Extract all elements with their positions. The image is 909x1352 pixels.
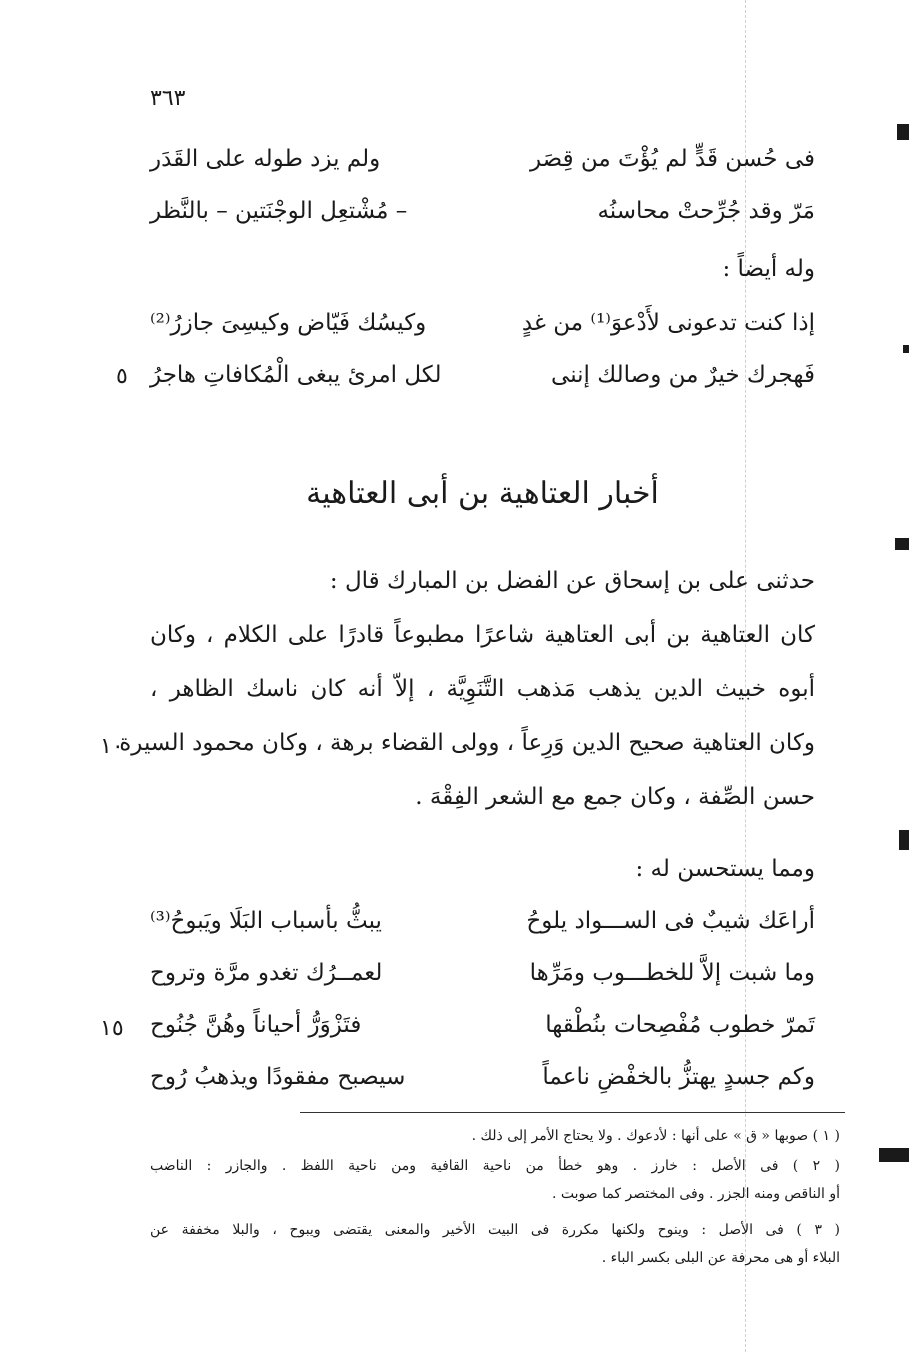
section-title: أخبار العتاهية بن أبى العتاهية <box>306 476 659 511</box>
scan-margin-mark <box>899 830 909 850</box>
verse-first-hemistich: مَرّ وقد جُرِّحتْ محاسنُه <box>597 198 815 224</box>
verse-line <box>150 198 815 244</box>
verse-first-hemistich: إذا كنت تدعونى لأَدْعوَ⁽¹⁾ من غدٍ <box>521 310 815 336</box>
scan-margin-mark <box>903 345 909 353</box>
prose-line: أبوه خبيث الدين يذهب مَذهب التَّنَوِيَّة ، إلاّ أنه كان ناسك الظاهر ، <box>150 676 815 702</box>
footnote-line: ( ١ ) صوبها « ق » على أنها : لأدعوك . ولا يحتاج الأمر إلى ذلك . <box>471 1128 840 1144</box>
footnote-divider <box>300 1112 845 1113</box>
footnote-line: أو الناقص ومنه الجزر . وفى المختصر كما صوبت . <box>551 1186 840 1202</box>
prose-line: حسن الصِّفة ، وكان جمع مع الشعر الفِقْهَ . <box>415 784 815 810</box>
scan-margin-mark <box>895 538 909 550</box>
verse-second-hemistich: فتَزْوَرُّ أحياناً وهُنَّ جُنُوح <box>150 1012 362 1038</box>
footnote-line: البلاء أو هى محرفة عن البلى بكسر الباء . <box>601 1250 840 1266</box>
verse-first-hemistich: أراعَك شيبٌ فى الســـواد يلوحُ <box>526 908 815 934</box>
line-number: ١٠ <box>100 734 124 759</box>
footnote-line: ( ٣ ) فى الأصل : وينوح ولكنها مكررة فى البيت الأخير والمعنى يقتضى ويبوح ، والبلا مخففة عن <box>150 1222 840 1238</box>
verse-line <box>150 1012 815 1058</box>
verse-second-hemistich: – مُشْتعِل الوجْنَتين – بالنَّظر <box>150 198 408 224</box>
verse-line <box>150 146 815 192</box>
poem-intro: وله أيضاً : <box>722 256 815 282</box>
verse-line <box>150 1064 815 1110</box>
verse-second-hemistich: وكيسُك فَيّاض وكيسِىَ جازرُ⁽²⁾ <box>150 310 427 336</box>
poem-intro: ومما يستحسن له : <box>635 856 815 882</box>
verse-first-hemistich: فى حُسن قَدٍّ لم يُؤْتَ من قِصَر <box>529 146 815 172</box>
line-number: ١٥ <box>100 1016 124 1041</box>
scan-margin-mark <box>879 1148 909 1162</box>
line-number: ٥ <box>116 364 128 389</box>
verse-first-hemistich: وما شبت إلاَّ للخطـــوب ومَرِّها <box>529 960 815 986</box>
verse-line <box>150 310 815 356</box>
verse-second-hemistich: سيصبح مفقودًا ويذهبُ رُوح <box>150 1064 406 1090</box>
verse-first-hemistich: تَمرّ خطوب مُفْصِحات بنُطْقها <box>545 1012 815 1038</box>
verse-second-hemistich: لكل امرئ يبغى الْمُكافاتِ هاجرُ <box>150 362 442 388</box>
verse-second-hemistich: ولم يزد طوله على القَدَر <box>150 146 381 172</box>
isnad-line: حدثنى على بن إسحاق عن الفضل بن المبارك قال : <box>329 568 815 594</box>
verse-second-hemistich: يبثُّ بأسباب البَلَا ويَبوحُ⁽³⁾ <box>150 908 382 934</box>
verse-first-hemistich: فَهجرك خيرٌ من وصالك إننى <box>551 362 815 388</box>
verse-second-hemistich: لعمــرُك تغدو مرَّة وتروح <box>150 960 383 986</box>
scan-margin-mark <box>897 124 909 140</box>
prose-line: كان العتاهية بن أبى العتاهية شاعرًا مطبوعاً قادرًا على الكلام ، وكان <box>150 622 815 648</box>
prose-line: وكان العتاهية صحيح الدين وَرِعاً ، وولى القضاء برهة ، وكان محمود السيرة <box>119 730 815 756</box>
page-number: ٣٦٣ <box>150 86 186 111</box>
verse-line <box>150 960 815 1006</box>
verse-first-hemistich: وكم جسدٍ يهتزُّ بالخفْضِ ناعماً <box>542 1064 815 1090</box>
footnote-line: ( ٢ ) فى الأصل : خارز . وهو خطأ من ناحية القافية ومن ناحية اللفظ . والجازر : الناضب <box>150 1158 841 1174</box>
verse-line <box>150 908 815 954</box>
verse-line <box>150 362 815 408</box>
